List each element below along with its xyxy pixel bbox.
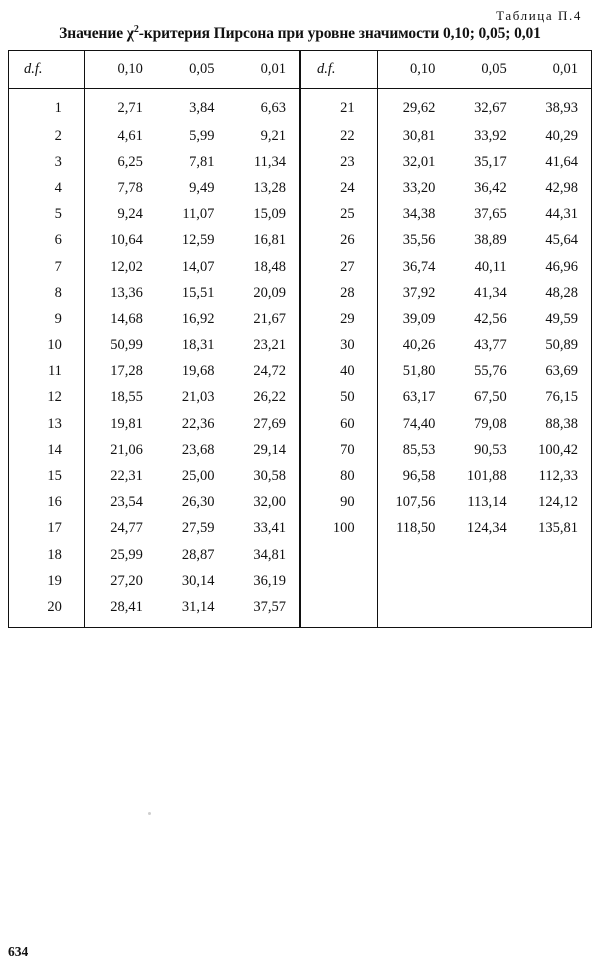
table-row: 11 17,28 19,68 24,72 <box>47 363 286 380</box>
table-row: 8 13,36 15,51 20,09 <box>54 284 286 301</box>
table-header-row <box>301 51 592 88</box>
table-left-block <box>8 51 300 627</box>
table-row: 24 33,20 36,42 42,98 <box>340 179 578 196</box>
table-row: 18 25,99 28,87 34,81 <box>47 546 286 563</box>
table-row: 25 34,38 37,65 44,31 <box>340 206 578 223</box>
table-row: 17 24,77 27,59 33,41 <box>47 520 286 537</box>
title-suffix: -критерия Пирсона при уровне значимости 0,10; 0,05; 0,01 <box>138 25 541 43</box>
table-row: 7 12,02 14,07 18,48 <box>54 258 286 275</box>
table-row: 80 96,58 101,88 112,33 <box>340 468 578 485</box>
table-row: 50 63,17 67,50 76,15 <box>340 389 578 406</box>
title-prefix: Значение χ <box>59 25 134 43</box>
right-table <box>301 51 592 542</box>
table-row: 70 85,53 90,53 100,42 <box>340 441 578 458</box>
table-row: 23 32,01 35,17 41,64 <box>340 153 578 170</box>
table-row: 6 10,64 12,59 16,81 <box>54 232 286 249</box>
table-row: 16 23,54 26,30 32,00 <box>47 494 286 511</box>
table-row: 100 118,50 124,34 135,81 <box>332 520 578 537</box>
column-header-001: 0,01 <box>552 61 578 77</box>
table-row: 29 39,09 42,56 49,59 <box>340 310 578 327</box>
table-row: 5 9,24 11,07 15,09 <box>54 206 286 223</box>
table-row: 2 4,61 5,99 9,21 <box>54 127 286 144</box>
table-right-block <box>300 51 592 627</box>
table-row: 15 22,31 25,00 30,58 <box>47 468 286 485</box>
table-row: 1 2,71 3,84 6,63 <box>54 99 286 116</box>
paper-speck <box>148 812 151 815</box>
column-header-010: 0,10 <box>117 61 143 77</box>
column-header-005: 0,05 <box>189 61 215 77</box>
table-row: 30 40,26 43,77 50,89 <box>340 337 578 354</box>
chi-square-table <box>8 50 592 628</box>
table-label: Таблица П.4 <box>496 8 582 23</box>
table-row: 3 6,25 7,81 11,34 <box>54 153 286 170</box>
column-header-001: 0,01 <box>260 61 286 77</box>
table-row: 21 29,62 32,67 38,93 <box>340 99 578 116</box>
page-number: 634 <box>8 944 29 959</box>
table-row: 60 74,40 79,08 88,38 <box>340 415 578 432</box>
table-row: 20 28,41 31,14 37,57 <box>47 598 286 615</box>
column-header-010: 0,10 <box>410 61 436 77</box>
table-row: 26 35,56 38,89 45,64 <box>340 232 578 249</box>
column-header-df: d.f. <box>24 61 43 77</box>
table-row: 12 18,55 21,03 26,22 <box>47 389 286 406</box>
table-row: 9 14,68 16,92 21,67 <box>54 310 286 327</box>
table-row: 90 107,56 113,14 124,12 <box>340 494 578 511</box>
table-row: 28 37,92 41,34 48,28 <box>340 284 578 301</box>
table-header-row <box>8 51 300 88</box>
table-row: 13 19,81 22,36 27,69 <box>47 415 286 432</box>
column-header-df: d.f. <box>317 61 336 77</box>
page-title <box>6 24 594 43</box>
table-row: 40 51,80 55,76 63,69 <box>340 363 578 380</box>
table-row: 14 21,06 23,68 29,14 <box>47 441 286 458</box>
table-row: 22 30,81 33,92 40,29 <box>340 127 578 144</box>
table-row: 27 36,74 40,11 46,96 <box>340 258 578 275</box>
left-table <box>8 51 300 621</box>
title-exponent: 2 <box>133 24 139 35</box>
table-row: 4 7,78 9,49 13,28 <box>54 179 286 196</box>
table-row: 10 50,99 18,31 23,21 <box>47 337 286 354</box>
table-row: 19 27,20 30,14 36,19 <box>47 572 286 589</box>
column-header-005: 0,05 <box>481 61 507 77</box>
